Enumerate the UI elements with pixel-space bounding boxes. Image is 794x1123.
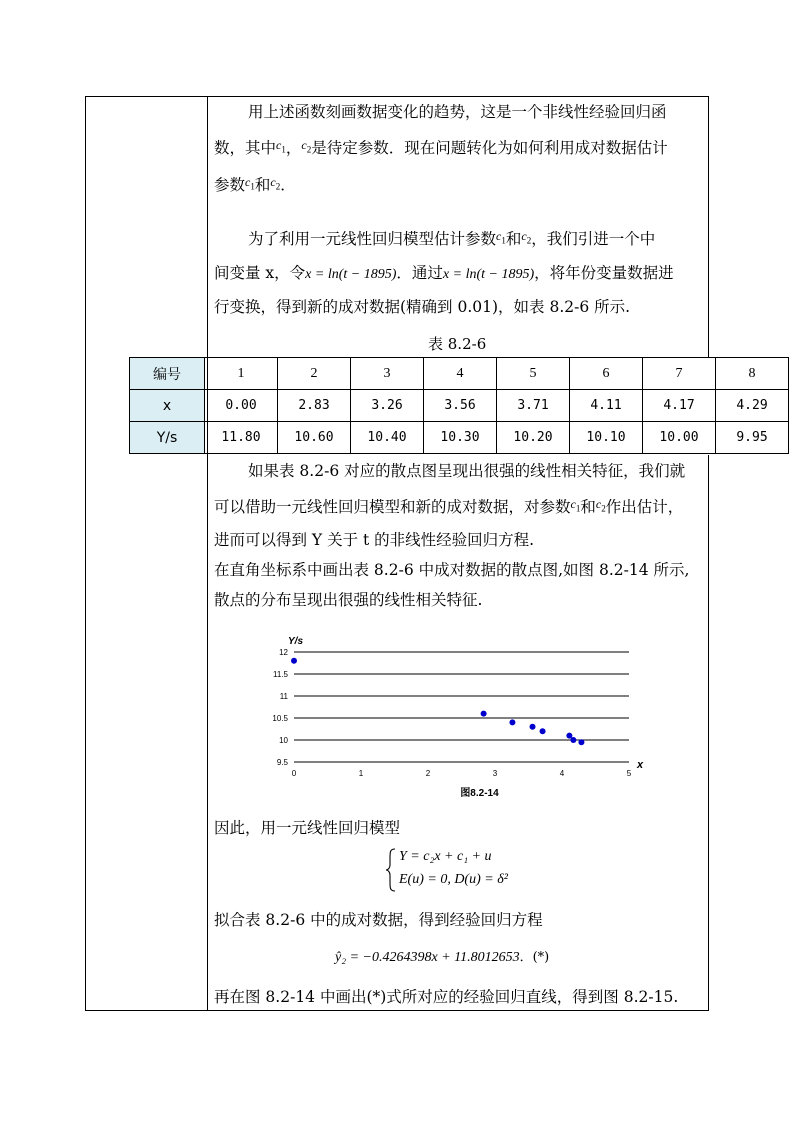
formula-x-ln: x = ln(t − 1895) — [305, 267, 397, 283]
y-axis-label: Y/s — [288, 636, 304, 647]
symbol-subscript: 1 — [250, 181, 255, 192]
x-tick-label: 3 — [492, 769, 498, 778]
data-table — [129, 357, 789, 454]
symbol-c2 — [270, 175, 281, 192]
formula-x-ln: x = ln(t − 1895) — [442, 267, 535, 283]
x-tick-label: 4 — [559, 769, 565, 778]
table-cell: 10.00 — [643, 422, 716, 454]
y-tick-label: 9.5 — [276, 758, 288, 767]
para3-line1: 如果表 8.2-6 对应的散点图呈现出很强的线性相关特征，我们就 — [248, 462, 686, 480]
symbol-c1 — [496, 229, 506, 246]
table-cell: 9.95 — [716, 422, 789, 454]
symbol-c1 — [570, 497, 581, 514]
para2-line1 — [214, 220, 702, 257]
table-caption: 表 8.2-6 — [428, 335, 487, 353]
x-tick-label: 2 — [425, 769, 431, 778]
table-row — [130, 390, 789, 422]
text: 可以借助一元线性回归模型和新的成对数据，对参数 — [214, 498, 571, 516]
x-tick-label: 5 — [626, 769, 632, 778]
text: 作出估计， — [605, 498, 684, 516]
symbol-letter: c — [496, 229, 502, 243]
table-cell: 2.83 — [278, 390, 351, 422]
scatter-point — [578, 739, 584, 745]
symbol-letter: c — [521, 229, 527, 243]
regression-tag: ．(*) — [519, 950, 550, 965]
symbol-c2 — [521, 229, 532, 246]
para3-line4: 在直角坐标系中画出表 8.2-6 中成对数据的散点图,如图 8.2-14 所示, — [214, 561, 690, 580]
table-cell: 3.56 — [424, 390, 497, 422]
table-cell: 4.11 — [570, 390, 643, 422]
symbol-letter: c — [276, 138, 282, 152]
text: ， — [285, 139, 302, 157]
scatter-point — [291, 658, 297, 664]
text: 和 — [254, 176, 271, 195]
para3-line5: 散点的分布呈现出很强的线性相关特征. — [214, 591, 483, 610]
text: 和 — [505, 230, 522, 248]
para1-line3 — [214, 166, 702, 203]
frame-divider — [207, 96, 208, 1010]
symbol-letter: c — [570, 497, 576, 511]
para4-line1: 因此，用一元线性回归模型 — [214, 819, 401, 837]
para3-line3: 进而可以得到 Y 关于 t 的非线性经验回归方程. — [214, 531, 535, 550]
text: 间变量 x，令 — [214, 264, 306, 283]
x-tick-label: 0 — [291, 769, 297, 778]
x-axis-label: x — [637, 759, 644, 771]
text: ，我们引进一个中 — [531, 230, 656, 248]
x-tick-label: 1 — [358, 769, 364, 778]
y-tick-label: 10 — [279, 736, 288, 745]
symbol-subscript: 2 — [601, 503, 606, 514]
table-cell: 4.17 — [643, 390, 716, 422]
text: ．通过 — [396, 264, 443, 283]
table-row — [130, 422, 789, 454]
regression-formula: ŷ₂ = −0.4264398x + 11.8012653 — [335, 950, 520, 965]
para2-line3: 行变换，得到新的成对数据(精确到 0.01)，如表 8.2-6 所示. — [214, 298, 631, 317]
para1-line2 — [214, 129, 702, 166]
frame-right-border-lower — [708, 455, 709, 1010]
table-cell: 10.30 — [424, 422, 497, 454]
table-cell: 3.71 — [497, 390, 570, 422]
table-cell: 4.29 — [716, 390, 789, 422]
scatter-chart — [250, 630, 660, 805]
table-row-header: 编号 — [130, 358, 205, 390]
scatter-point — [481, 711, 487, 717]
scatter-point — [540, 728, 546, 734]
table-cell: 3 — [351, 358, 424, 390]
symbol-letter: c — [595, 497, 602, 511]
table-cell: 10.10 — [570, 422, 643, 454]
table-cell: 1 — [205, 358, 278, 390]
scatter-point — [570, 737, 576, 743]
text: ，将年份变量数据进 — [534, 264, 674, 283]
paragraph-5 — [214, 904, 702, 937]
table-cell: 8 — [716, 358, 789, 390]
paragraph-3 — [214, 455, 702, 615]
symbol-c1 — [276, 138, 286, 155]
y-tick-label: 11 — [279, 692, 288, 701]
symbol-subscript: 1 — [501, 235, 506, 246]
para1-line1: 用上述函数刻画数据变化的趋势，这是一个非线性经验回归函 — [248, 103, 667, 121]
symbol-c2 — [301, 138, 312, 155]
symbol-subscript: 2 — [275, 181, 281, 192]
table-cell: 10.60 — [278, 422, 351, 454]
equation-line-1: Y = c₂x + c₁ + u — [399, 849, 492, 864]
paragraph-1 — [214, 96, 702, 204]
para2-line2 — [214, 257, 702, 291]
left-brace-icon — [385, 848, 397, 892]
chart-title: 图8.2-14 — [460, 788, 499, 799]
para3-line2 — [214, 488, 702, 525]
symbol-letter: c — [270, 175, 276, 190]
table-cell: 3.26 — [351, 390, 424, 422]
paragraph-6 — [214, 981, 702, 1014]
paragraph-4 — [214, 812, 702, 845]
text: ． — [280, 176, 296, 195]
symbol-subscript: 2 — [526, 235, 532, 246]
table-row-header: Y/s — [130, 422, 205, 454]
text: 参数 — [214, 176, 246, 195]
y-tick-label: 12 — [279, 648, 288, 657]
para4-line2: 拟合表 8.2-6 中的成对数据，得到经验回归方程 — [214, 911, 543, 929]
table-cell: 4 — [424, 358, 497, 390]
text: 和 — [580, 498, 596, 516]
table-row-header: x — [130, 390, 205, 422]
frame-left-border — [85, 96, 86, 1010]
symbol-subscript: 2 — [306, 144, 312, 155]
symbol-subscript: 1 — [281, 144, 286, 155]
table-cell: 6 — [570, 358, 643, 390]
table-cell: 10.20 — [497, 422, 570, 454]
y-tick-label: 11.5 — [273, 670, 288, 679]
symbol-letter: c — [301, 138, 307, 152]
text: 为了利用一元线性回归模型估计参数 — [248, 230, 497, 248]
para4-line3: 再在图 8.2-14 中画出(*)式所对应的经验回归直线，得到图 8.2-15. — [214, 988, 679, 1006]
symbol-c2 — [595, 497, 606, 514]
text: 数，其中 — [214, 139, 277, 157]
symbol-c1 — [245, 175, 255, 192]
scatter-point — [509, 719, 515, 725]
table-row — [130, 358, 789, 390]
text: 是待定参数．现在问题转化为如何利用成对数据估计 — [311, 139, 668, 157]
paragraph-2 — [214, 220, 702, 324]
table-cell: 10.40 — [351, 422, 424, 454]
table-cell: 7 — [643, 358, 716, 390]
table-cell: 0.00 — [205, 390, 278, 422]
table-cell: 11.80 — [205, 422, 278, 454]
scatter-point — [530, 724, 536, 730]
regression-equation — [335, 946, 549, 966]
y-tick-label: 10.5 — [272, 714, 288, 723]
symbol-letter: c — [245, 175, 251, 190]
table-cell: 2 — [278, 358, 351, 390]
equation-line-2: E(u) = 0, D(u) = δ² — [399, 872, 508, 887]
table-cell: 5 — [497, 358, 570, 390]
symbol-subscript: 1 — [575, 503, 581, 514]
frame-right-border — [708, 96, 709, 357]
